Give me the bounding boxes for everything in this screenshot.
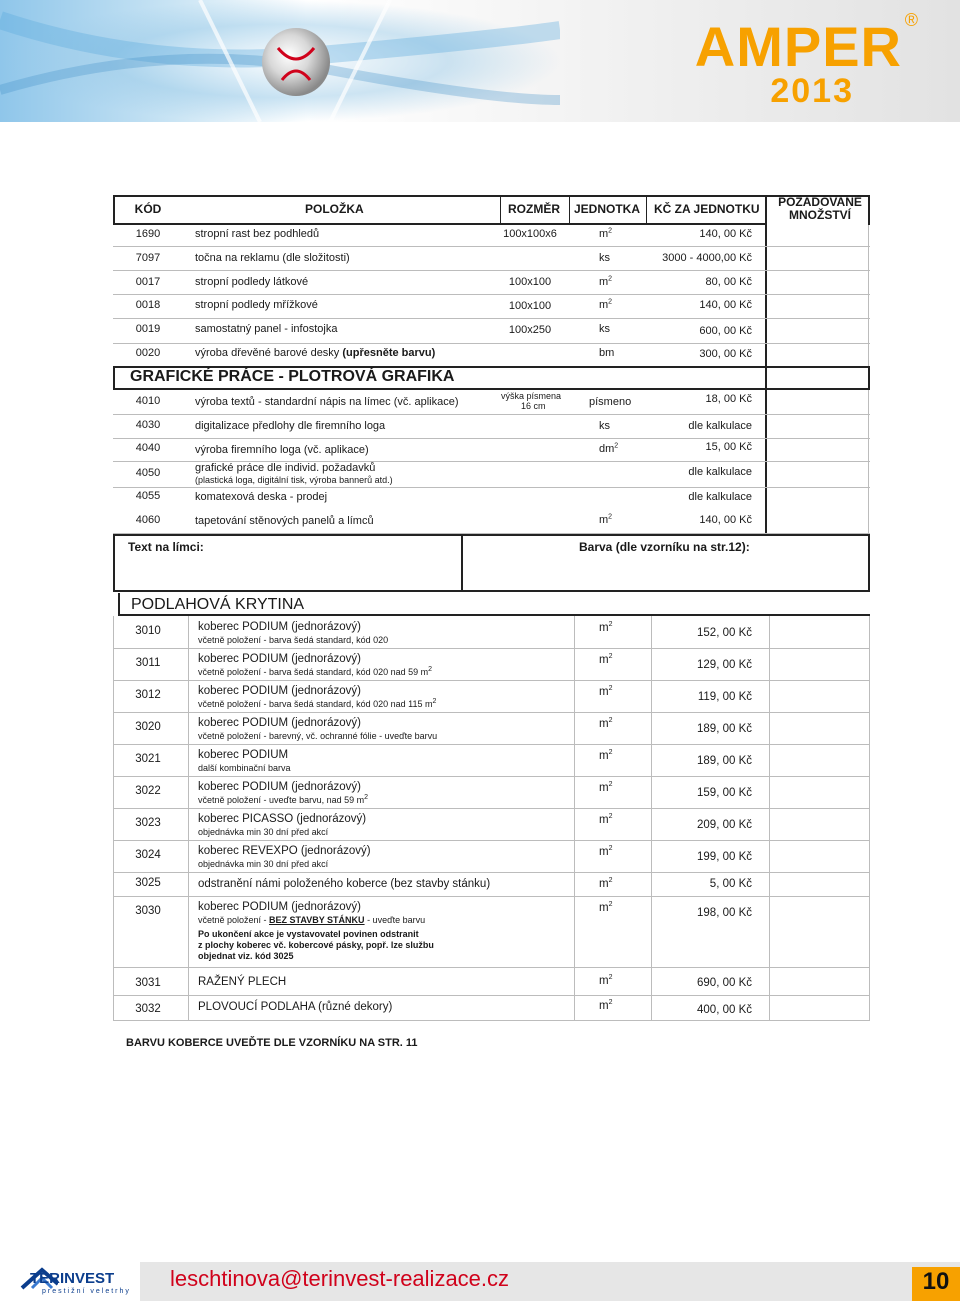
table-row xyxy=(113,842,870,872)
row-price: 129, 00 Kč xyxy=(697,659,752,671)
row-price: 600, 00 Kč xyxy=(699,325,752,337)
row-code: 4040 xyxy=(135,442,161,454)
row-price: 189, 00 Kč xyxy=(697,723,752,735)
row-size-line1: výška písmena xyxy=(501,391,562,401)
row-size: 100x100x6 xyxy=(503,228,557,240)
row-unit: $m^2$ xyxy=(599,621,613,634)
row-price: 15, 00 Kč xyxy=(705,441,752,453)
table-row xyxy=(113,247,870,271)
text-on-collar-field[interactable] xyxy=(200,556,455,586)
row-code: 4010 xyxy=(135,395,161,407)
color-field[interactable] xyxy=(470,556,860,586)
row-item: koberec PICASSO (jednorázový) xyxy=(198,813,367,825)
section-title-floor: PODLAHOVÁ KRYTINA xyxy=(131,596,305,613)
row-price: 18, 00 Kč xyxy=(705,393,752,405)
row-unit: $dm^2$ xyxy=(599,442,619,455)
row-unit: $m^2$ xyxy=(599,653,613,666)
terinvest-tagline: prestižní veletrhy xyxy=(42,1288,131,1295)
row-item-sub: včetně položení - barevný, vč. ochranné fólie - uveďte barvu xyxy=(198,731,438,741)
col-header-unit: JEDNOTKA xyxy=(574,202,641,216)
row-item: koberec PODIUM (jednorázový) xyxy=(198,781,361,793)
row-unit: $m^2$ xyxy=(599,717,613,730)
row-item: točna na reklamu (dle složitosti) xyxy=(195,252,350,264)
row-item-sub: (plastická loga, digitální tisk, výroba bannerů atd.) xyxy=(195,475,393,485)
row-item: koberec PODIUM (jednorázový) xyxy=(198,685,361,697)
row-item: výroba textů - standardní nápis na límec (vč. aplikace) xyxy=(195,396,459,408)
registered-mark: ® xyxy=(904,10,918,30)
row-code: 3031 xyxy=(135,977,161,989)
table-row xyxy=(113,778,870,808)
section-box-left xyxy=(118,593,120,615)
row-price: 400, 00 Kč xyxy=(697,1004,752,1016)
row-code: 3025 xyxy=(135,877,161,889)
row-item: RAŽENÝ PLECH xyxy=(198,976,287,988)
row-price: 690, 00 Kč xyxy=(697,977,752,989)
col-header-code: KÓD xyxy=(134,202,162,216)
row-item: stropní rast bez podhledů xyxy=(195,228,320,240)
row-price: 140, 00 Kč xyxy=(699,299,752,311)
row-price: 152, 00 Kč xyxy=(697,627,752,639)
row-size-line2: 16 cm xyxy=(521,401,546,411)
row-code: 4055 xyxy=(135,490,161,502)
row-item-sub: včetně položení - barva šedá standard, kód 020 nad 59 $m^2$ xyxy=(198,666,433,677)
table-row xyxy=(113,510,870,534)
row-unit: $m^2$ xyxy=(599,749,613,762)
row-code: 0018 xyxy=(135,299,161,311)
row-item: výroba firemního loga (vč. aplikace) xyxy=(195,444,369,456)
row-price: 189, 00 Kč xyxy=(697,755,752,767)
row-item: digitalizace předlohy dle firemního loga xyxy=(195,420,386,432)
row-price: 199, 00 Kč xyxy=(697,851,752,863)
abstract-graphic-icon xyxy=(0,0,560,122)
table-row xyxy=(113,968,870,994)
row-item: koberec PODIUM xyxy=(198,749,289,761)
row-price: 209, 00 Kč xyxy=(697,819,752,831)
table-row xyxy=(113,344,870,366)
row-price: dle kalkulace xyxy=(688,491,752,503)
row-unit: $m^2$ xyxy=(599,298,613,311)
row-unit: bm xyxy=(599,347,615,359)
carpet-color-note: BARVU KOBERCE UVEĎTE DLE VZORNÍKU NA STR. 11 xyxy=(126,1037,418,1049)
table-row xyxy=(113,224,870,247)
row-code: 3012 xyxy=(135,689,161,701)
row-item-sub: objednávka min 30 dní před akcí xyxy=(198,859,329,869)
row-item-sub: včetně položení - barva šedá standard, kód 020 xyxy=(198,635,389,645)
table-row xyxy=(113,650,870,680)
section-title-graphics: GRAFICKÉ PRÁCE - PLOTROVÁ GRAFIKA xyxy=(130,368,455,385)
row-price: dle kalkulace xyxy=(688,420,752,432)
label-text-on-collar: Text na límci: xyxy=(128,540,204,554)
row-item: odstranění námi položeného koberce (bez stavby stánku) xyxy=(198,878,491,890)
row-code: 1690 xyxy=(135,228,161,240)
table-row xyxy=(113,295,870,319)
row-price: 80, 00 Kč xyxy=(705,276,752,288)
row-code: 3011 xyxy=(135,657,161,669)
row-unit: $m^2$ xyxy=(599,901,613,914)
row-item: koberec PODIUM (jednorázový) xyxy=(198,621,361,633)
row-size: 100x100 xyxy=(508,276,552,288)
table-row xyxy=(113,439,870,462)
row-code: 3022 xyxy=(135,785,161,797)
page-number: 10 xyxy=(922,1268,950,1295)
row-item-sub: včetně položení - BEZ STAVBY STÁNKU - uveďte barvu xyxy=(198,915,426,925)
row-code: 3030 xyxy=(135,905,161,917)
row-code: 3024 xyxy=(135,849,161,861)
brand-year: 2013 xyxy=(770,72,854,110)
row-unit: $m^2$ xyxy=(599,781,613,794)
row-size: 100x250 xyxy=(508,324,552,336)
row-note-2: z plochy koberec vč. kobercové pásky, popř. lze službu xyxy=(198,940,434,950)
row-item: koberec PODIUM (jednorázový) xyxy=(198,653,361,665)
col-header-price: KČ ZA JEDNOTKU xyxy=(654,202,760,216)
row-price: 198, 00 Kč xyxy=(697,907,752,919)
table-row xyxy=(113,682,870,712)
row-price: 159, 00 Kč xyxy=(697,787,752,799)
row-item: tapetování stěnových panelů a límců xyxy=(195,515,374,527)
row-item-sub: včetně položení - uveďte barvu, nad 59 $m^2$ xyxy=(198,794,369,805)
terinvest-name: TERINVEST xyxy=(30,1270,115,1287)
row-unit: ks xyxy=(599,323,610,335)
row-unit: ks xyxy=(599,252,610,264)
row-item: komatexová deska - prodej xyxy=(195,491,328,503)
row-unit: $m^2$ xyxy=(599,513,613,526)
row-code: 4060 xyxy=(135,514,161,526)
row-unit: písmeno xyxy=(589,396,632,408)
table-row xyxy=(113,898,870,966)
row-unit: $m^2$ xyxy=(599,974,613,987)
row-item: koberec REVEXPO (jednorázový) xyxy=(198,845,371,857)
section-box-bottom xyxy=(118,614,870,616)
row-code: 7097 xyxy=(135,252,161,264)
row-item: koberec PODIUM (jednorázový) xyxy=(198,717,361,729)
row-unit: $m^2$ xyxy=(599,813,613,826)
row-price: 3000 - 4000,00 Kč xyxy=(662,252,752,264)
row-code: 0019 xyxy=(135,323,161,335)
row-unit: $m^2$ xyxy=(599,227,613,240)
col-header-size: ROZMĚR xyxy=(508,202,560,216)
table-row xyxy=(113,319,870,344)
row-code: 4030 xyxy=(135,419,161,431)
table-row xyxy=(113,618,870,648)
row-price: 300, 00 Kč xyxy=(699,348,752,360)
row-unit: $m^2$ xyxy=(599,275,613,288)
row-item: koberec PODIUM (jednorázový) xyxy=(198,901,361,913)
row-unit: $m^2$ xyxy=(599,877,613,890)
col-header-qty: POŽADOVANÉ MNOŽSTVÍ xyxy=(778,195,862,222)
header-banner xyxy=(0,0,960,122)
row-unit: ks xyxy=(599,420,610,432)
row-code: 0020 xyxy=(135,347,161,359)
row-code: 3032 xyxy=(135,1003,161,1015)
row-item: stropní podledy mřížkové xyxy=(195,299,318,311)
row-code: 4050 xyxy=(135,467,161,479)
table-row xyxy=(113,996,870,1020)
table-row xyxy=(113,462,870,488)
row-item-sub: objednávka min 30 dní před akcí xyxy=(198,827,329,837)
table-row xyxy=(113,271,870,295)
row-code: 3020 xyxy=(135,721,161,733)
form-divider xyxy=(461,534,463,592)
row-unit: $m^2$ xyxy=(599,685,613,698)
row-note-3: objednat viz. kód 3025 xyxy=(198,951,294,961)
row-code: 0017 xyxy=(135,276,161,288)
row-unit: $m^2$ xyxy=(599,845,613,858)
brand-logo: AMPER xyxy=(694,15,902,78)
table-row xyxy=(113,415,870,439)
row-unit: $m^2$ xyxy=(599,999,613,1012)
row-price: 140, 00 Kč xyxy=(699,514,752,526)
row-item-sub: včetně položení - barva šedá standard, kód 020 nad 115 $m^2$ xyxy=(198,698,437,709)
table-row xyxy=(113,488,870,509)
row-price: dle kalkulace xyxy=(688,466,752,478)
row-item-sub: další kombinační barva xyxy=(198,763,291,773)
row-price: 140, 00 Kč xyxy=(699,228,752,240)
table-row xyxy=(113,810,870,840)
label-color: Barva (dle vzorníku na str.12): xyxy=(579,540,750,554)
row-item: grafické práce dle individ. požadavků xyxy=(195,462,376,474)
row-price: 5, 00 Kč xyxy=(709,878,752,890)
row-price: 119, 00 Kč xyxy=(697,691,752,703)
row-note-1: Po ukončení akce je vystavovatel povinen odstranit xyxy=(198,929,419,939)
row-item: výroba dřevěné barové desky (upřesněte barvu) xyxy=(195,347,436,359)
row-item: stropní podledy látkové xyxy=(195,276,309,288)
row-item: PLOVOUCÍ PODLAHA (různé dekory) xyxy=(198,1001,393,1013)
row-code: 3010 xyxy=(135,625,161,637)
table-row xyxy=(113,714,870,744)
terinvest-logo xyxy=(18,1266,138,1300)
row-item: samostatný panel - infostojka xyxy=(195,323,338,335)
row-code: 3023 xyxy=(135,817,161,829)
table-row xyxy=(113,390,870,415)
table-row xyxy=(113,746,870,776)
row-size: 100x100 xyxy=(508,300,552,312)
col-header-item: POLOŽKA xyxy=(305,202,364,216)
row-code: 3021 xyxy=(135,753,161,765)
contact-email[interactable]: leschtinova@terinvest-realizace.cz xyxy=(170,1266,510,1291)
